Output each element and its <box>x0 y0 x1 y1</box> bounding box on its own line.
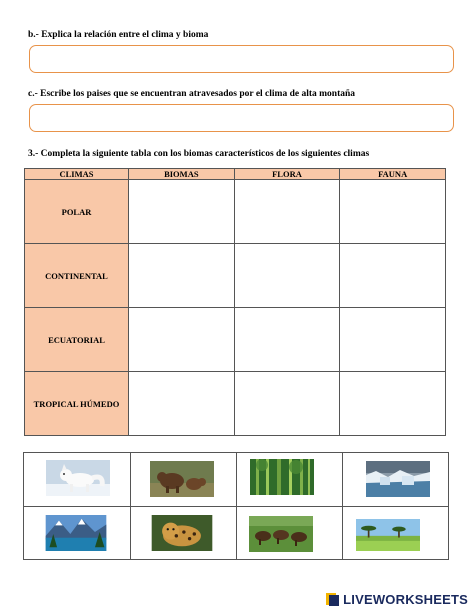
glacier-icon[interactable] <box>366 461 430 497</box>
bears-icon[interactable] <box>150 461 214 497</box>
question-c: c.- Escribe los paises que se encuentran atravesados por el clima de alta montaña <box>28 89 356 99</box>
drop-cell[interactable] <box>234 308 340 372</box>
drop-cell[interactable] <box>129 244 235 308</box>
drop-cell[interactable] <box>234 372 340 436</box>
drop-cell[interactable] <box>129 308 235 372</box>
drop-cell[interactable] <box>340 372 446 436</box>
question-b: b.- Explica la relación entre el clima y bioma <box>28 30 209 40</box>
mountain-lake-icon[interactable] <box>44 515 108 551</box>
drop-cell[interactable] <box>340 244 446 308</box>
climate-tropical-humedo: TROPICAL HÚMEDO <box>25 372 129 436</box>
question-3: 3.- Completa la siguiente tabla con los biomas característicos de los siguientes climas <box>28 149 370 159</box>
drop-cell[interactable] <box>129 180 235 244</box>
image-bank <box>23 452 449 560</box>
climates-table <box>24 168 446 436</box>
header-flora: FLORA <box>234 169 340 180</box>
liveworksheets-logo <box>325 591 468 607</box>
answer-box-b[interactable] <box>29 45 454 73</box>
arctic-fox-icon[interactable] <box>46 460 110 496</box>
header-biomas: BIOMAS <box>129 169 235 180</box>
jaguar-icon[interactable] <box>150 515 214 551</box>
brand-name: LIVEWORKSHEETS <box>343 591 468 607</box>
drop-cell[interactable] <box>340 308 446 372</box>
bamboo-forest-icon[interactable] <box>250 459 314 495</box>
header-climas: CLIMAS <box>25 169 129 180</box>
savanna-icon[interactable] <box>356 517 420 553</box>
climate-ecuatorial: ECUATORIAL <box>25 308 129 372</box>
climate-polar: POLAR <box>25 180 129 244</box>
climate-continental: CONTINENTAL <box>25 244 129 308</box>
answer-box-c[interactable] <box>29 104 454 132</box>
drop-cell[interactable] <box>340 180 446 244</box>
drop-cell[interactable] <box>234 180 340 244</box>
bison-herd-icon[interactable] <box>249 516 313 552</box>
liveworksheets-icon <box>325 591 341 607</box>
header-fauna: FAUNA <box>340 169 446 180</box>
drop-cell[interactable] <box>234 244 340 308</box>
drop-cell[interactable] <box>129 372 235 436</box>
